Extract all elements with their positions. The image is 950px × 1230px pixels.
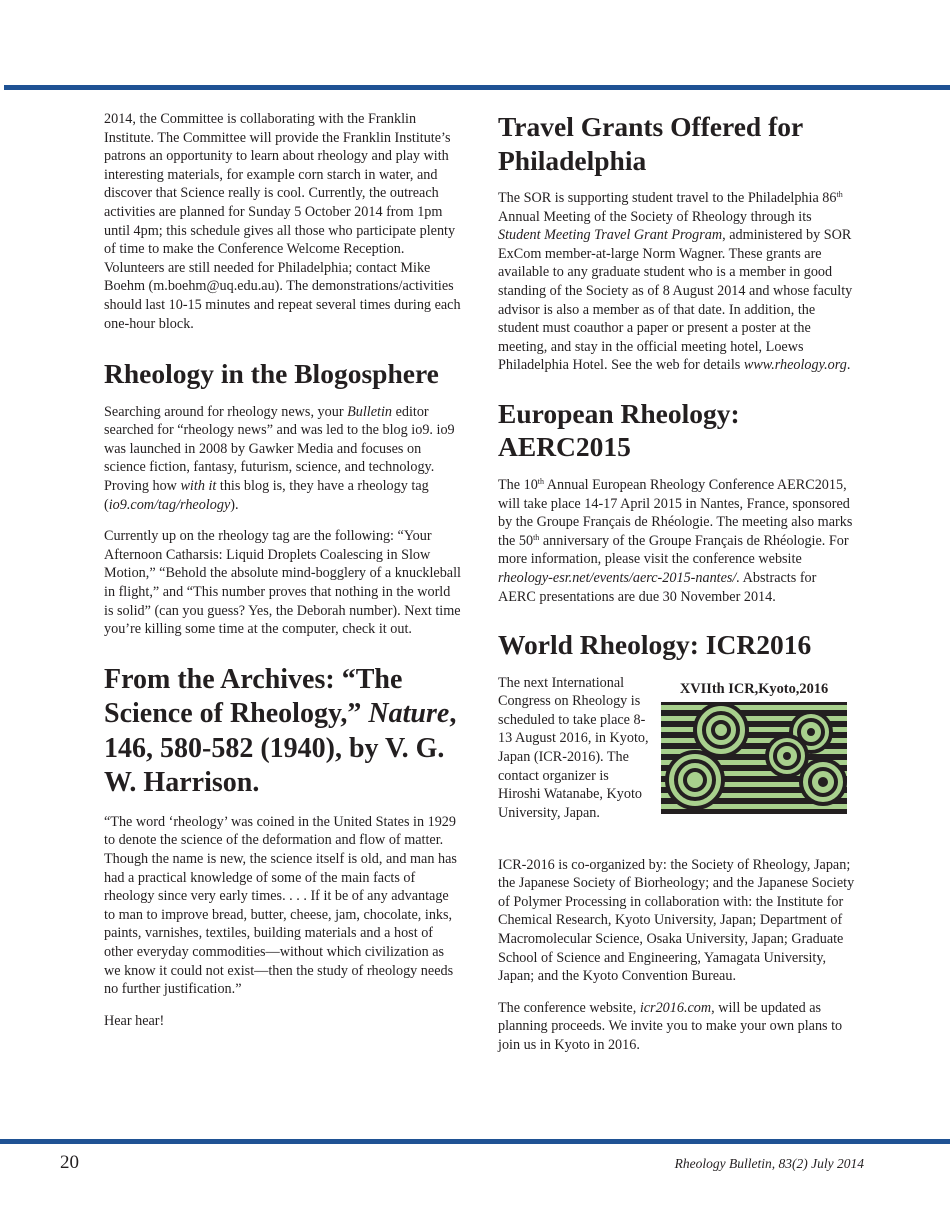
icr-website-paragraph: The conference website, icr2016.com, will be updated as planning proceeds. We invite you to make your own plans to join us in Kyoto in 2016.: [498, 999, 843, 1053]
icr-intro-paragraph: The next International Congress on Rheology is scheduled to take place 8-13 August 2016, in Kyoto, Japan (ICR-2016). The contact organizer is Hiroshi Watanabe, Kyoto University, Japan.: [498, 674, 649, 821]
aerc-paragraph: The 10th Annual European Rheology Conference AERC2015, will take place 14-17 April 2015 in Nantes, France, sponsored by the Groupe Français de Rhéologie. The meeting also marks the 50th anniversary of the Groupe Français de Rhéologie. For more information, please visit the conference website rheology-esr.net/events/aerc-2015-nantes/. Abstracts for AERC presentations are due 30 November 2014.: [498, 476, 853, 605]
journal-citation: Rheology Bulletin, 83(2) July 2014: [674, 1156, 864, 1171]
bottom-rule: [0, 1139, 950, 1144]
io9-link[interactable]: io9.com/tag/rheology: [108, 496, 231, 513]
aerc-website-link[interactable]: rheology-esr.net/events/aerc-2015-nantes/.: [498, 569, 740, 586]
rheology-org-link[interactable]: www.rheology.org: [743, 357, 847, 374]
intro-paragraph: 2014, the Committee is collaborating with the Franklin Institute. The Committee will provide the Franklin Institute’s patrons an opportunity to learn about rheology and play with interesting materials, for example corn starch in water, and discover that Science really is cool. Currently, the outreach activities are planned for Sunday 5 October 2014 from 1pm until 4pm; this schedule gives all those who participate plenty of time to make the Conference Welcome Reception. Volunteers are still needed for Philadelphia; contact Mike Boehm (m.boehm@uq.edu.au). The demonstrations/activities should last 10-15 minutes and repeat several times during each one-hour block.: [104, 111, 461, 332]
travel-grants-paragraph: The SOR is supporting student travel to the Philadelphia 86th Annual Meeting of the Society of Rheology through its Student Meeting Travel Grant Program, administered by SOR ExCom member-at-large Norm Wagner. These grants are available to any graduate student who is a member in good standing of the Society as of 8 August 2014 and whose faculty advisor is also a member as of that date. In addition, the student must coauthor a paper or present a poster at the meeting, and stay in the official meeting hotel, Loews Philadelphia Hotel. See the web for details www.rheology.org.: [498, 190, 853, 374]
archives-quote: “The word ‘rheology’ was coined in the United States in 1929 to denote the science of the deformation and flow of matter. Though the name is new, the science itself is old, and man has had a practical knowledge of some of the main facts of rheology since very early times. . . . If it be of any advantage to man to improve bread, butter, cheese, jam, chocolate, inks, paints, varnishes, textiles, building materials and a host of other everyday commodities—without which civilization as we know it could not exist—then the study of rheology needs no further justification.”: [104, 813, 457, 998]
archives-closing: Hear hear!: [104, 1012, 165, 1029]
travel-grants-heading: Travel Grants Offered for Philadelphia: [498, 111, 803, 176]
blogosphere-paragraph-1: Searching around for rheology news, your Bulletin editor searched for “rheology news” and was led to the blog io9. io9 was launched in 2008 by Gawker Media and focuses on science fiction, fantasy, futurism, science, and technology. Proving how with it this blog is, they have a rheology tag (io9.com/tag/rheology).: [104, 403, 455, 513]
blogosphere-heading: Rheology in the Blogosphere: [104, 358, 439, 390]
top-rule: [4, 85, 950, 90]
icr-heading: World Rheology: ICR2016: [498, 629, 812, 661]
archives-heading: From the Archives: “The Science of Rheology,” Nature, 146, 580-582 (1940), by V. G. W. Harrison.: [104, 663, 457, 799]
concentric-circles-logo-icon: [661, 702, 847, 814]
left-column: [104, 110, 462, 1030]
aerc-heading: European Rheology: AERC2015: [498, 397, 740, 463]
icr2016-link[interactable]: icr2016.com: [639, 999, 712, 1016]
right-column: [498, 110, 856, 1055]
page-number: 20: [60, 1152, 79, 1173]
icr-intro-block: [498, 674, 856, 842]
icr2016-logo: [661, 680, 847, 816]
icr-organizers-paragraph: ICR-2016 is co-organized by: the Society of Rheology, Japan; the Japanese Society of Biorheology; and the Japanese Society of Polymer Processing in collaboration with: the Institute for Chemical Research, Kyoto University, Japan; Department of Macromolecular Science, Osaka University, Japan; Graduate School of Science and Engineering, Yamagata University, Japan; and the Kyoto Convention Bureau.: [498, 856, 855, 985]
blogosphere-paragraph-2: Currently up on the rheology tag are the following: “Your Afternoon Catharsis: Liquid Droplets Coalescing in Slow Motion,” “Behold the absolute mind-bogglery of a knuckleball in flight,” and “This number proves that nothing in the world is solid” (can you guess? Yes, the Deborah number). Next time you’re killing some time at the computer, check it out.: [104, 528, 461, 638]
logo-title: XVIIth ICR,Kyoto,2016: [679, 680, 829, 697]
